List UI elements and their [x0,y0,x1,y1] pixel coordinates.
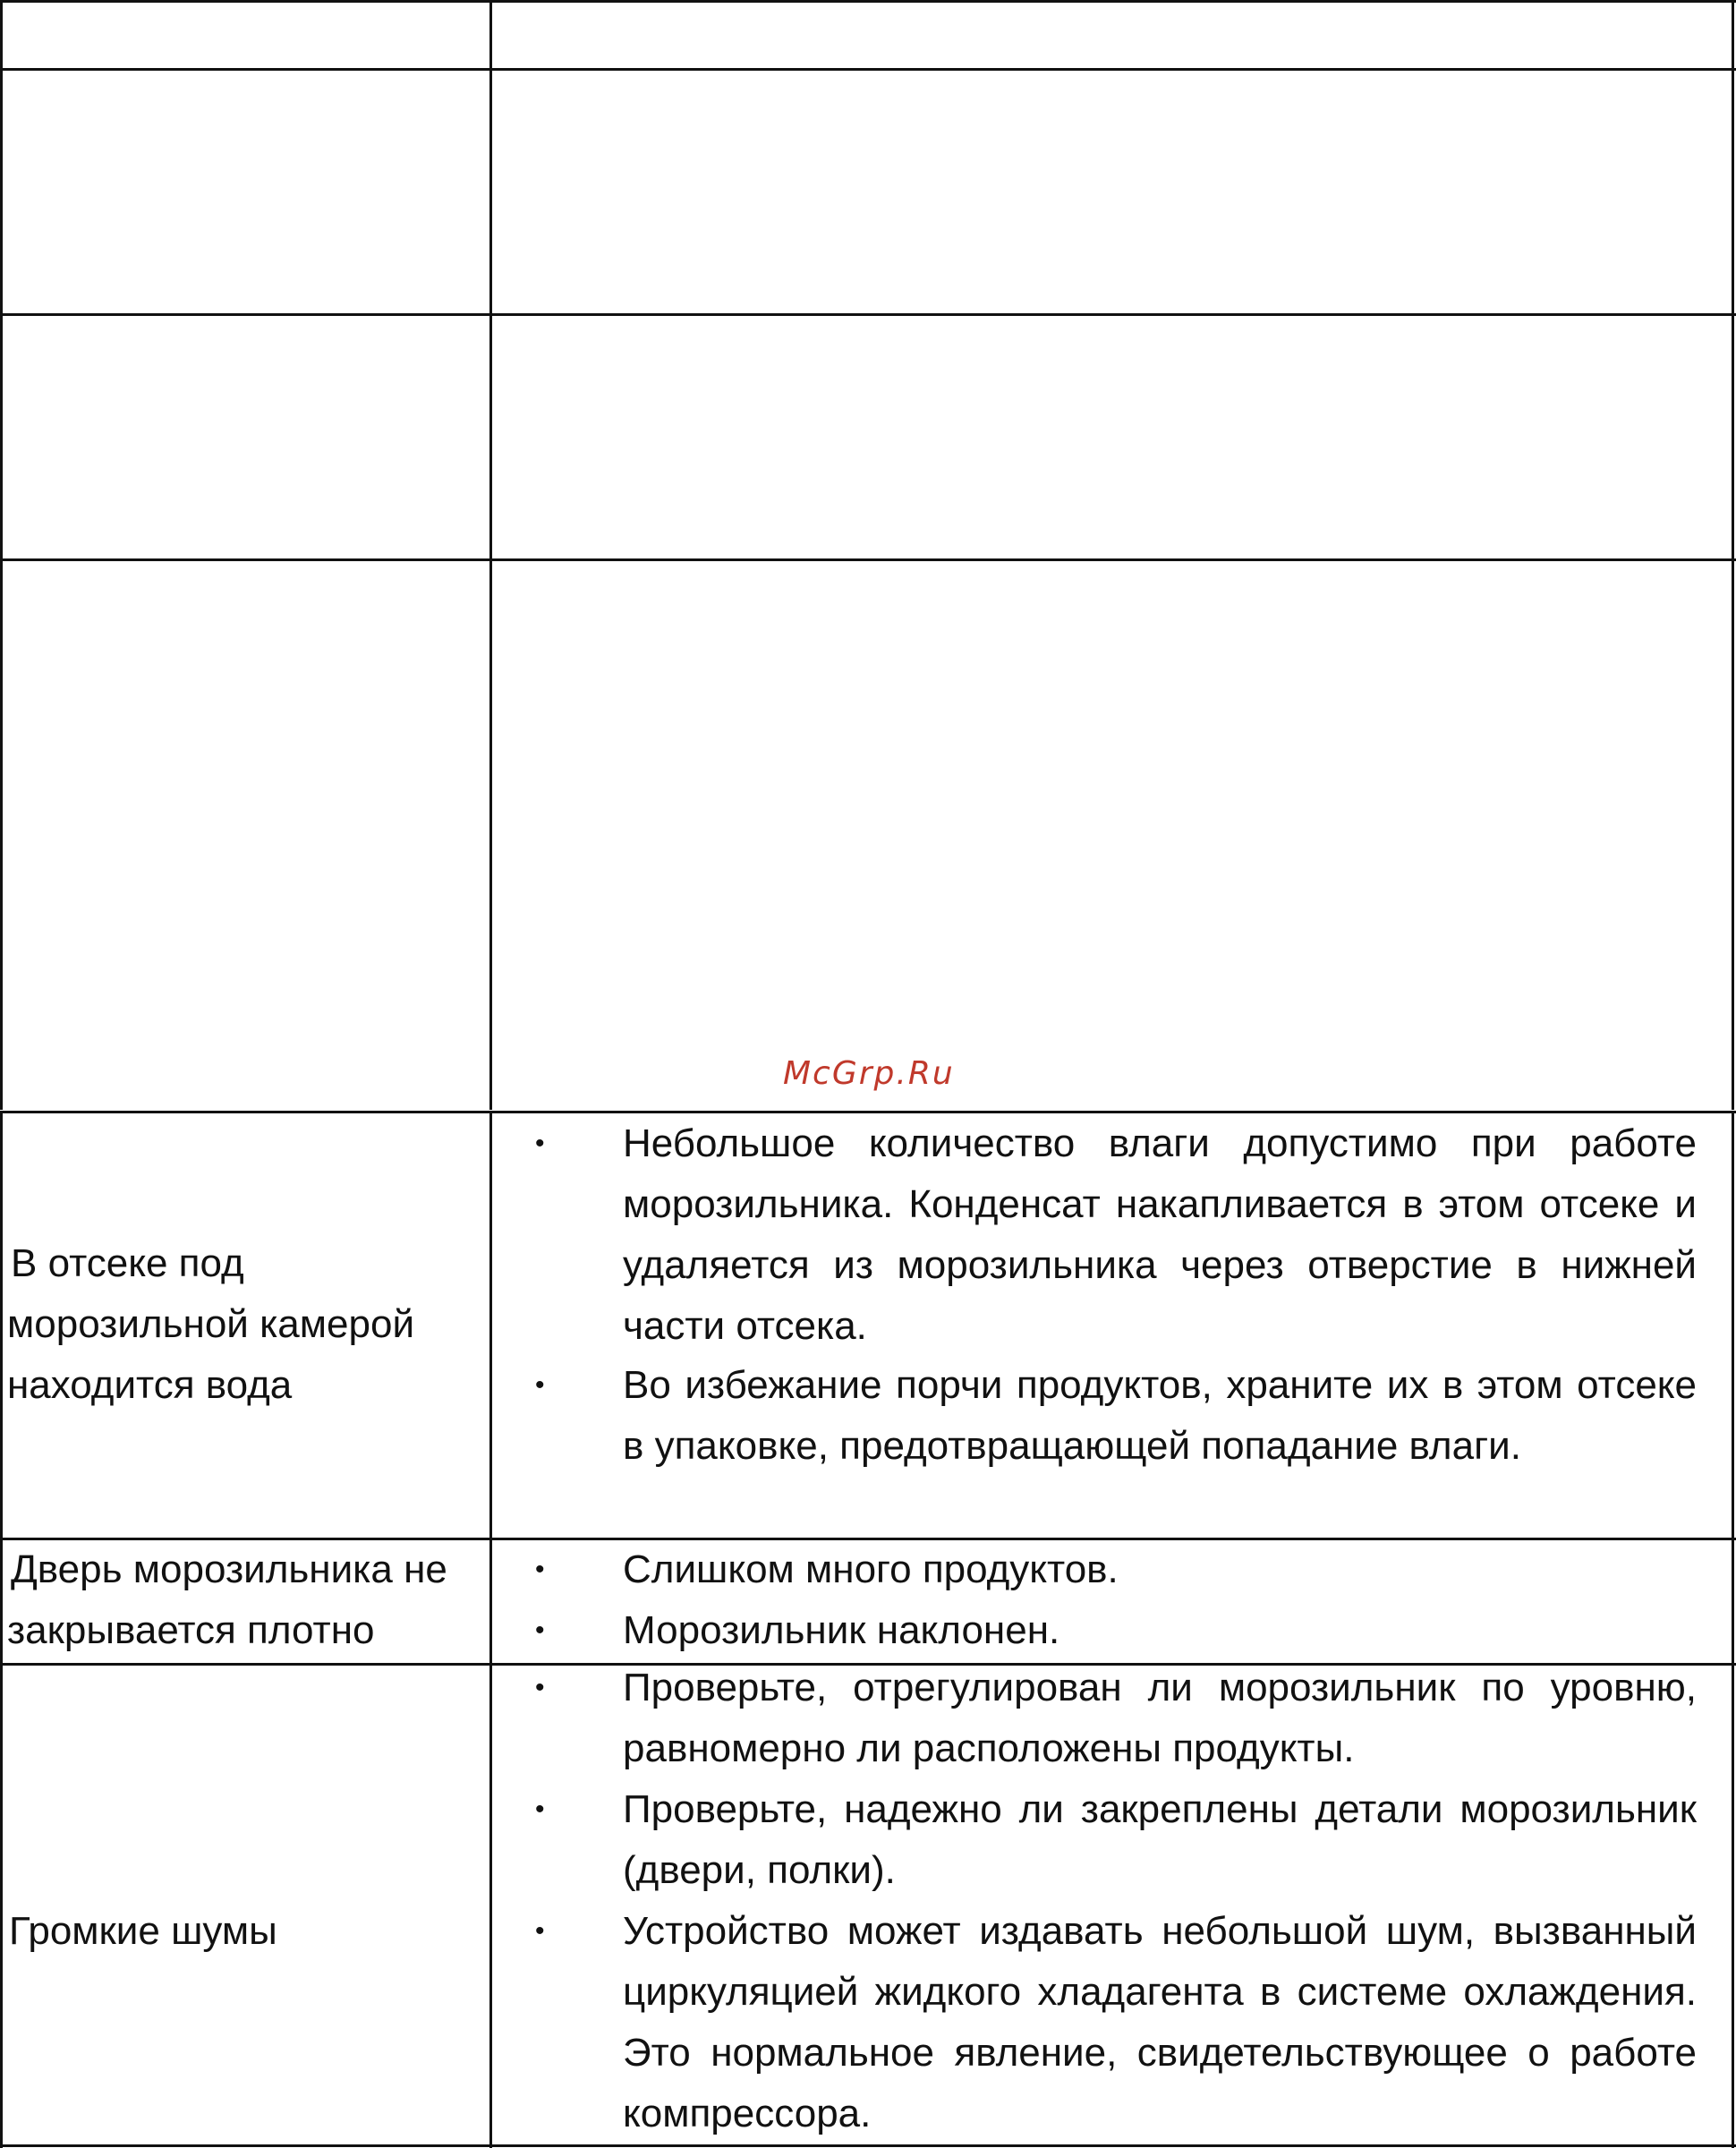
problem-label [7,1539,490,1661]
bullet-icon: • [535,1916,545,1946]
problem-label-line: Громкие шумы [9,1909,277,1953]
table-left-border [0,0,3,1110]
table-bottom-border [0,2144,1736,2147]
problem-label-line: Дверь морозильника не [11,1547,447,1591]
solution-text: Проверьте, надежно ли закреплены детали морозильник (двери, полки). [623,1787,1697,1892]
problem-label-line: В отсеке под [11,1241,244,1285]
watermark: McGrp.Ru [783,1055,955,1092]
bullet-icon: • [535,1370,545,1400]
table-column-divider [489,0,492,1110]
table-rule [0,313,1736,316]
table-rule [0,558,1736,561]
bullet-icon: • [535,1555,545,1584]
solution-text: Во избежание порчи продуктов, храните их в этом отсеке в упаковке, предотвращающей попадание влаги. [623,1363,1697,1468]
table-left-border [0,1111,3,2148]
problem-label-line: находится вода [7,1363,293,1407]
table-right-border [1732,1111,1734,2148]
bullet-icon: • [535,1129,545,1158]
solution-text: Морозильник наклонен. [623,1608,1060,1652]
bullet-icon: • [535,1673,545,1702]
solution-text: Небольшое количество влаги допустимо при работе морозильника. Конденсат накапливается в этом отсеке и удаляется из морозильника через отверстие в нижней части отсека. [623,1121,1697,1348]
problem-label [9,1901,492,1962]
solution-text: Проверьте, отрегулирован ли морозильник по уровню, равномерно ли расположены продукты. [623,1666,1697,1770]
bullet-icon: • [535,1615,545,1645]
solution-text: Устройство может издавать небольшой шум, вызванный циркуляцией жидкого хладагента в системе охлаждения. Это нормальное явление, свидетельствующее о работе компрессора. [623,1909,1697,2135]
table-rule [0,68,1736,71]
bullet-icon: • [535,1794,545,1824]
solution-text: Слишком много продуктов. [623,1547,1119,1591]
problem-label-line: закрывается плотно [7,1608,375,1652]
problem-label [7,1233,490,1416]
table-right-border [1732,0,1734,1110]
problem-label-line: морозильной камерой [7,1302,415,1346]
table-top-border [0,0,1736,3]
